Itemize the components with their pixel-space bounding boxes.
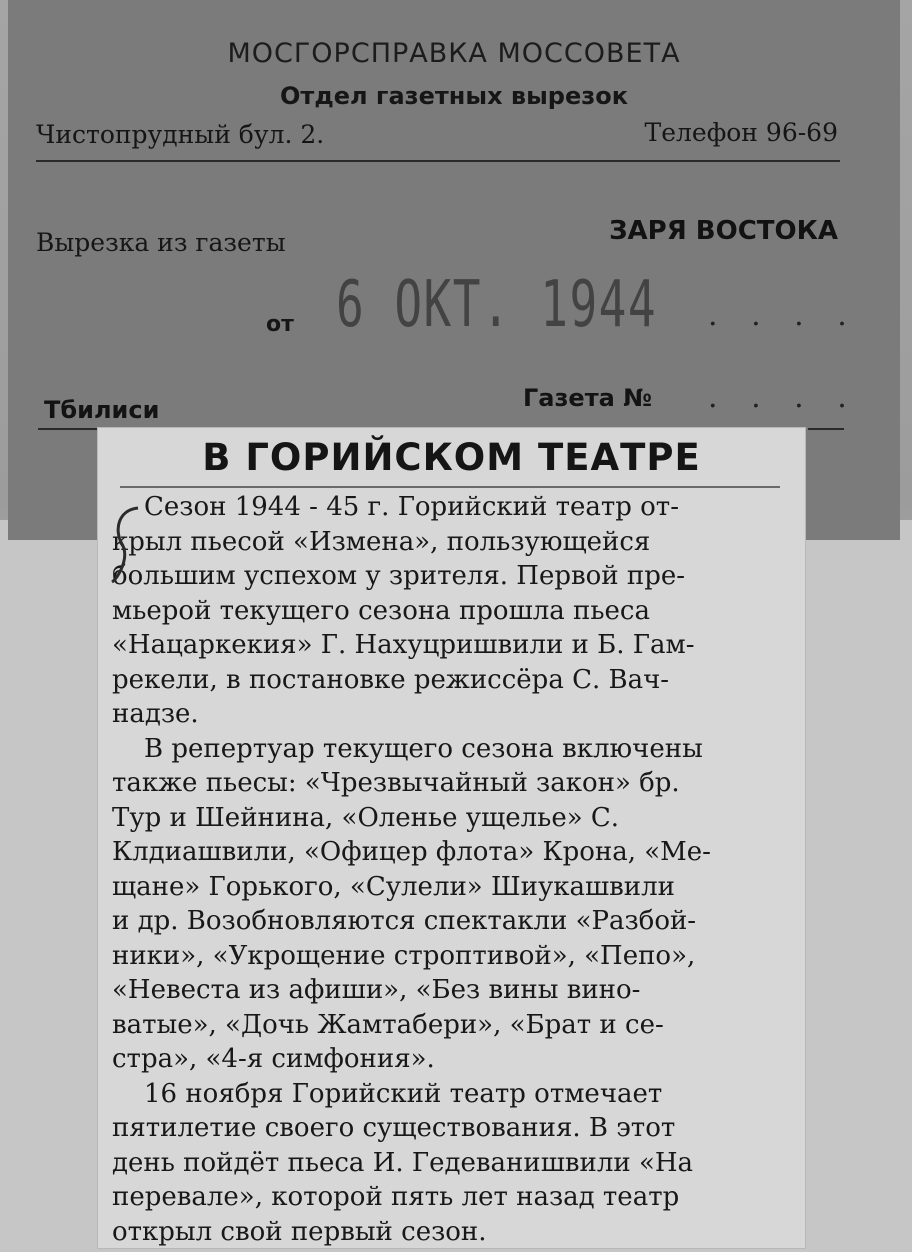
number-dots: . . . . [708,380,859,415]
address: Чистопрудный бул. 2. [36,120,325,149]
article-paragraph-1: Сезон 1944 - 45 г. Горийский театр от- крыл пьесой «Измена», пользующейся большим успехом у зрителя. Первой пре- мьерой текущего сезона прошла пьеса «Нацаркекия» Г. Нахуцришвили и Б. Гам- рекели, в постановке режиссёра С. Вач- надзе. [112,492,695,729]
divider [36,160,840,162]
date-stamp: 6 ОКТ. 1944 [336,268,658,342]
newspaper-name: ЗАРЯ ВОСТОКА [609,216,838,246]
department-name: Отдел газетных вырезок [280,82,628,110]
date-dots: . . . . [708,298,859,333]
article-paragraph-3: 16 ноября Горийский театр отмечает пятилетие своего существования. В этот день пойдёт пьеса И. Гедеванишвили «На перевале», которой пять лет назад театр открыл свой первый сезон. [112,1078,694,1247]
from-label: от [266,312,294,337]
newspaper-number-label: Газета № [523,384,653,412]
newspaper-clipping [98,428,805,1248]
cutting-label: Вырезка из газеты [36,228,286,257]
number-underline [808,428,844,430]
article-headline: В ГОРИЙСКОМ ТЕАТРЕ [202,436,701,479]
headline-rule [120,486,780,488]
city: Тбилиси [44,396,160,424]
organization-name: МОСГОРСПРАВКА МОССОВЕТА [227,38,681,69]
phone: Телефон 96-69 [644,118,838,147]
article-body [112,490,788,1249]
article-paragraph-2: В репертуар текущего сезона включены также пьесы: «Чрезвычайный закон» бр. Тур и Шейнина, «Оленье ущелье» С. Клдиашвили, «Офицер флота» Крона, «Ме- щане» Горького, «Сулели» Шиукашвили и др. Возобновляются спектакли «Разбой- ники», «Укрощение строптивой», «Пепо», «Невеста из афиши», «Без вины вино- ватые», «Дочь Жамтабери», «Брат и се- стра», «4-я симфония». [112,733,711,1074]
pencil-mark [108,500,148,590]
